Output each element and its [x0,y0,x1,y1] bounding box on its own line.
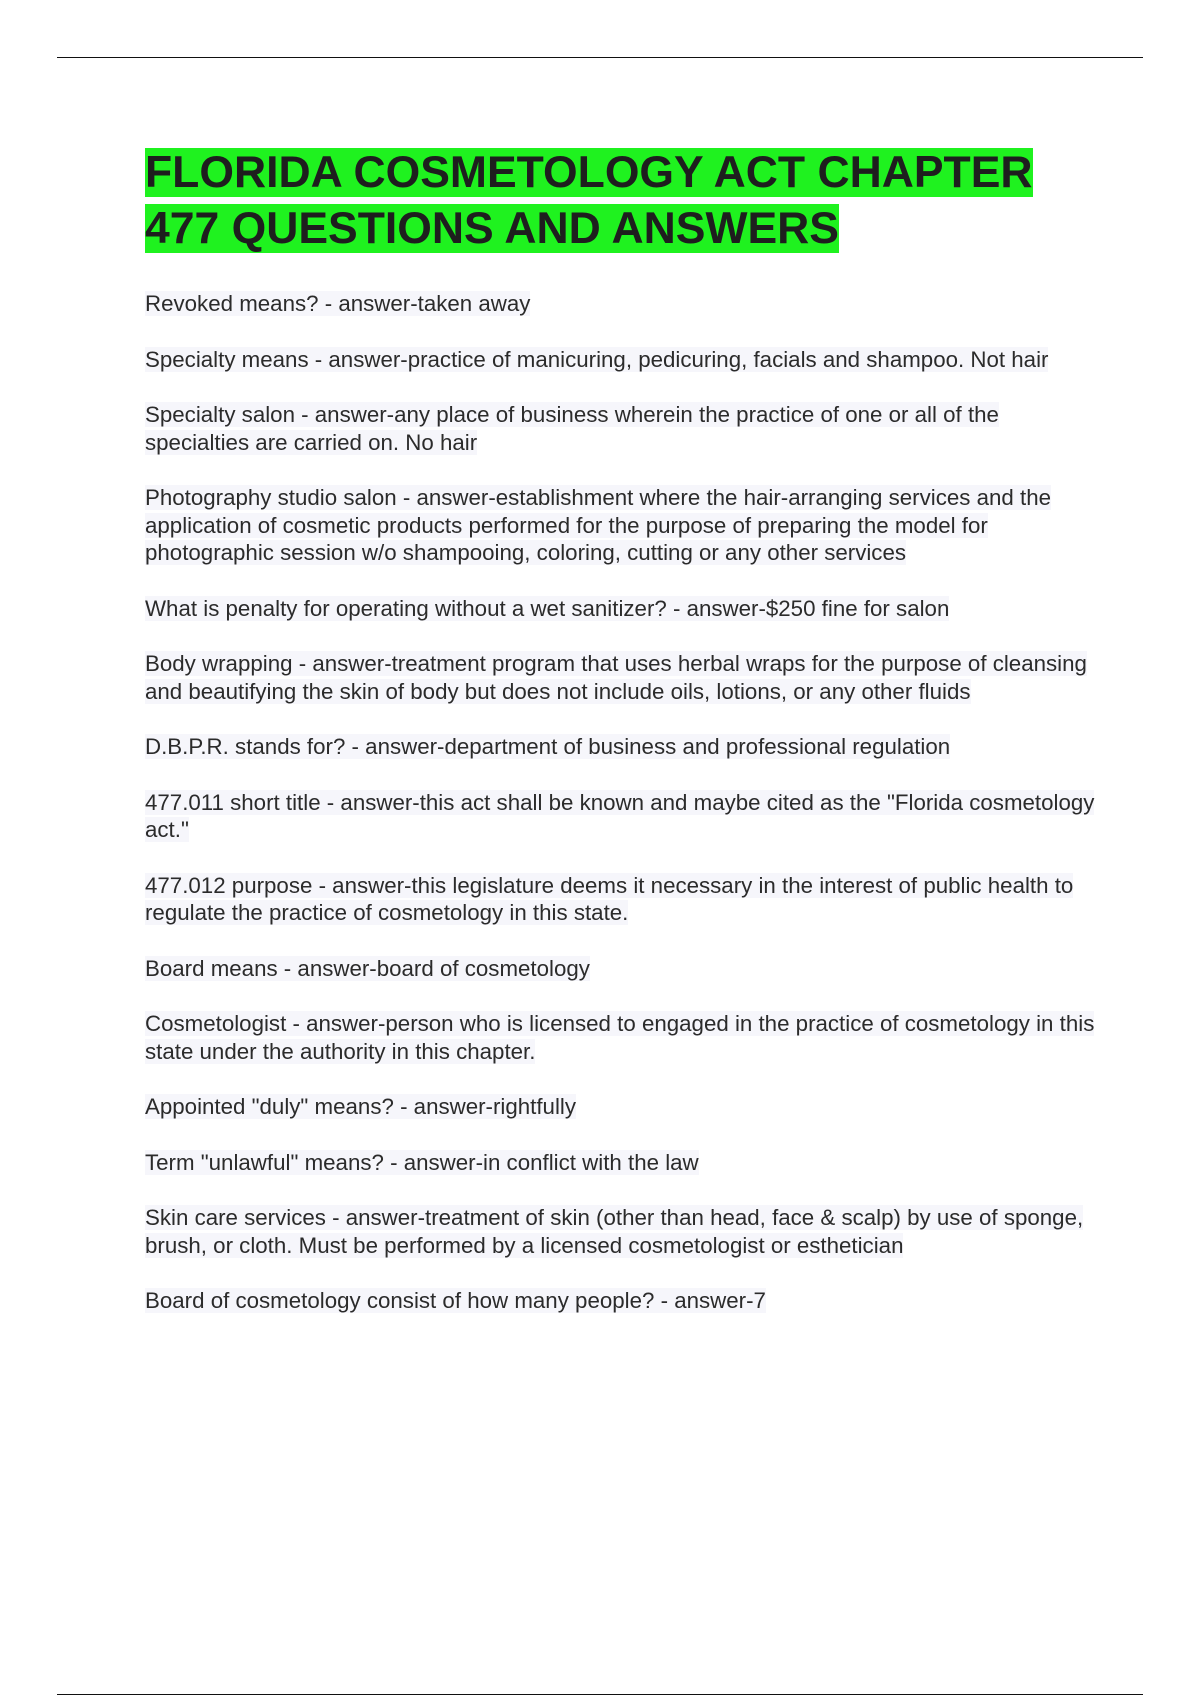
qa-item: Term "unlawful" means? - answer-in conflict with the law [145,1149,699,1175]
qa-item: Board of cosmetology consist of how many people? - answer-7 [145,1288,766,1313]
qa-item: Revoked means? - answer-taken away [145,291,531,316]
page-title [145,145,1095,257]
page-title-text: FLORIDA COSMETOLOGY ACT CHAPTER 477 QUESTIONS AND ANSWERS [145,148,1033,253]
qa-item: Specialty salon - answer-any place of business wherein the practice of one or all of the specialties are carried on. No hair [145,402,999,455]
qa-item: Cosmetologist - answer-person who is licensed to engaged in the practice of cosmetology in this state under the authority in this chapter. [145,1011,1095,1064]
top-rule [57,57,1143,58]
bottom-rule [57,1694,1143,1695]
qa-item: Skin care services - answer-treatment of skin (other than head, face & scalp) by use of sponge, brush, or cloth. Must be performed by a licensed cosmetologist or esthetician [145,1205,1084,1258]
qa-item: Photography studio salon - answer-establishment where the hair-arranging services and the application of cosmetic products performed for the purpose of preparing the model for photographic session w/o shampooing, coloring, cutting or any other services [145,485,1051,565]
qa-item: Board means - answer-board of cosmetology [145,955,590,981]
qa-item: What is penalty for operating without a wet sanitizer? - answer-$250 fine for salon [145,595,950,621]
qa-item: Specialty means - answer-practice of manicuring, pedicuring, facials and shampoo. Not hair [145,346,1049,372]
qa-item: Body wrapping - answer-treatment program that uses herbal wraps for the purpose of cleansing and beautifying the skin of body but does not include oils, lotions, or any other fluids [145,651,1087,704]
qa-item: 477.012 purpose - answer-this legislature deems it necessary in the interest of public health to regulate the practice of cosmetology in this state. [145,872,1074,925]
qa-list [145,290,1095,1315]
qa-item: D.B.P.R. stands for? - answer-department of business and professional regulation [145,734,951,759]
page-content [145,145,1095,1343]
qa-item: Appointed "duly" means? - answer-rightfully [145,1094,577,1119]
qa-item: 477.011 short title - answer-this act shall be known and maybe cited as the "Florida cosmetology act." [145,789,1095,842]
